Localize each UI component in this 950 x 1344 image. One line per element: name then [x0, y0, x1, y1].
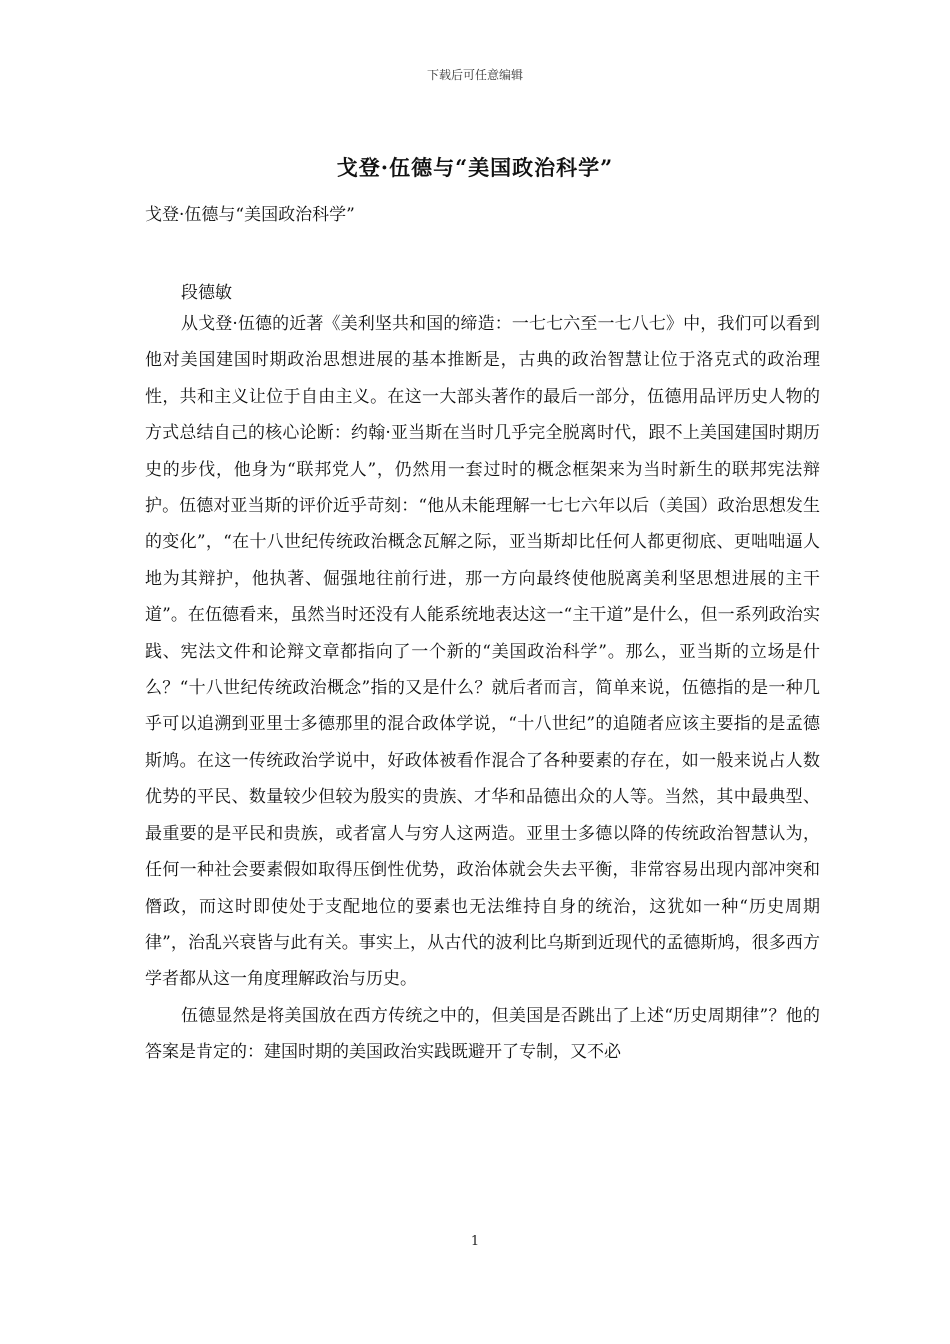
paragraph: 伍德显然是将美国放在西方传统之中的，但美国是否跳出了上述“历史周期律”？他的答案是肯定的：建国时期的美国政治实践既避开了专制，又不必 — [145, 1005, 820, 1063]
header-note: 下载后可任意编辑 — [426, 68, 523, 82]
document-title: 戈登·伍德与“美国政治科学” — [336, 155, 614, 180]
paragraph: 从戈登·伍德的近著《美利坚共和国的缔造：一七七六至一七八七》中，我们可以看到他对美国建国时期政治思想进展的基本推断是，古典的政治智慧让位于洛克式的政治理性，共和主义让位于自由主义。在这一大部头著作的最后一部分，伍德用品评历史人物的方式总结自己的核心论断：约翰·亚当斯在当时几乎完全脱离时代，跟不上美国建国时期历史的步伐，他身为“联邦党人”，仍然用一套过时的概念框架来为当时新生的联邦宪法辩护。伍德对亚当斯的评价近乎苛刻：“他从未能理解一七七六年以后（美国）政治思想发生的变化”，“在十八世纪传统政治概念瓦解之际，亚当斯却比任何人都更彻底、更咄咄逼人地为其辩护，他执著、倔强地往前行进，那一方向最终使他脱离美利坚思想进展的主干道”。在伍德看来，虽然当时还没有人能系统地表达这一“主干道”是什么，但一系列政治实践、宪法文件和论辩文章都指向了一个新的“美国政治科学”。那么，亚当斯的立场是什么？“十八世纪传统政治概念”指的又是什么？就后者而言，简单来说，伍德指的是一种几乎可以追溯到亚里士多德那里的混合政体学说，“十八世纪”的追随者应该主要指的是孟德斯鸠。在这一传统政治学说中，好政体被看作混合了各种要素的存在，如一般来说占人数优势的平民、数量较少但较为殷实的贵族、才华和品德出众的人等。当然，其中最典型、最重要的是平民和贵族，或者富人与穷人这两造。亚里士多德以降的传统政治智慧认为，任何一种社会要素假如取得压倒性优势，政治体就会失去平衡，非常容易出现内部冲突和僭政，而这时即使处于支配地位的要素也无法维持自身的统治，这犹如一种“历史周期律”，治乱兴衰皆与此有关。事实上，从古代的波利比乌斯到近现代的孟德斯鸠，很多西方学者都从这一角度理解政治与历史。 — [145, 314, 820, 990]
article-body — [145, 306, 820, 1071]
document-subtitle: 戈登·伍德与“美国政治科学” — [145, 205, 355, 225]
author-name: 段德敏 — [181, 283, 232, 303]
page-number: 1 — [470, 1234, 480, 1249]
